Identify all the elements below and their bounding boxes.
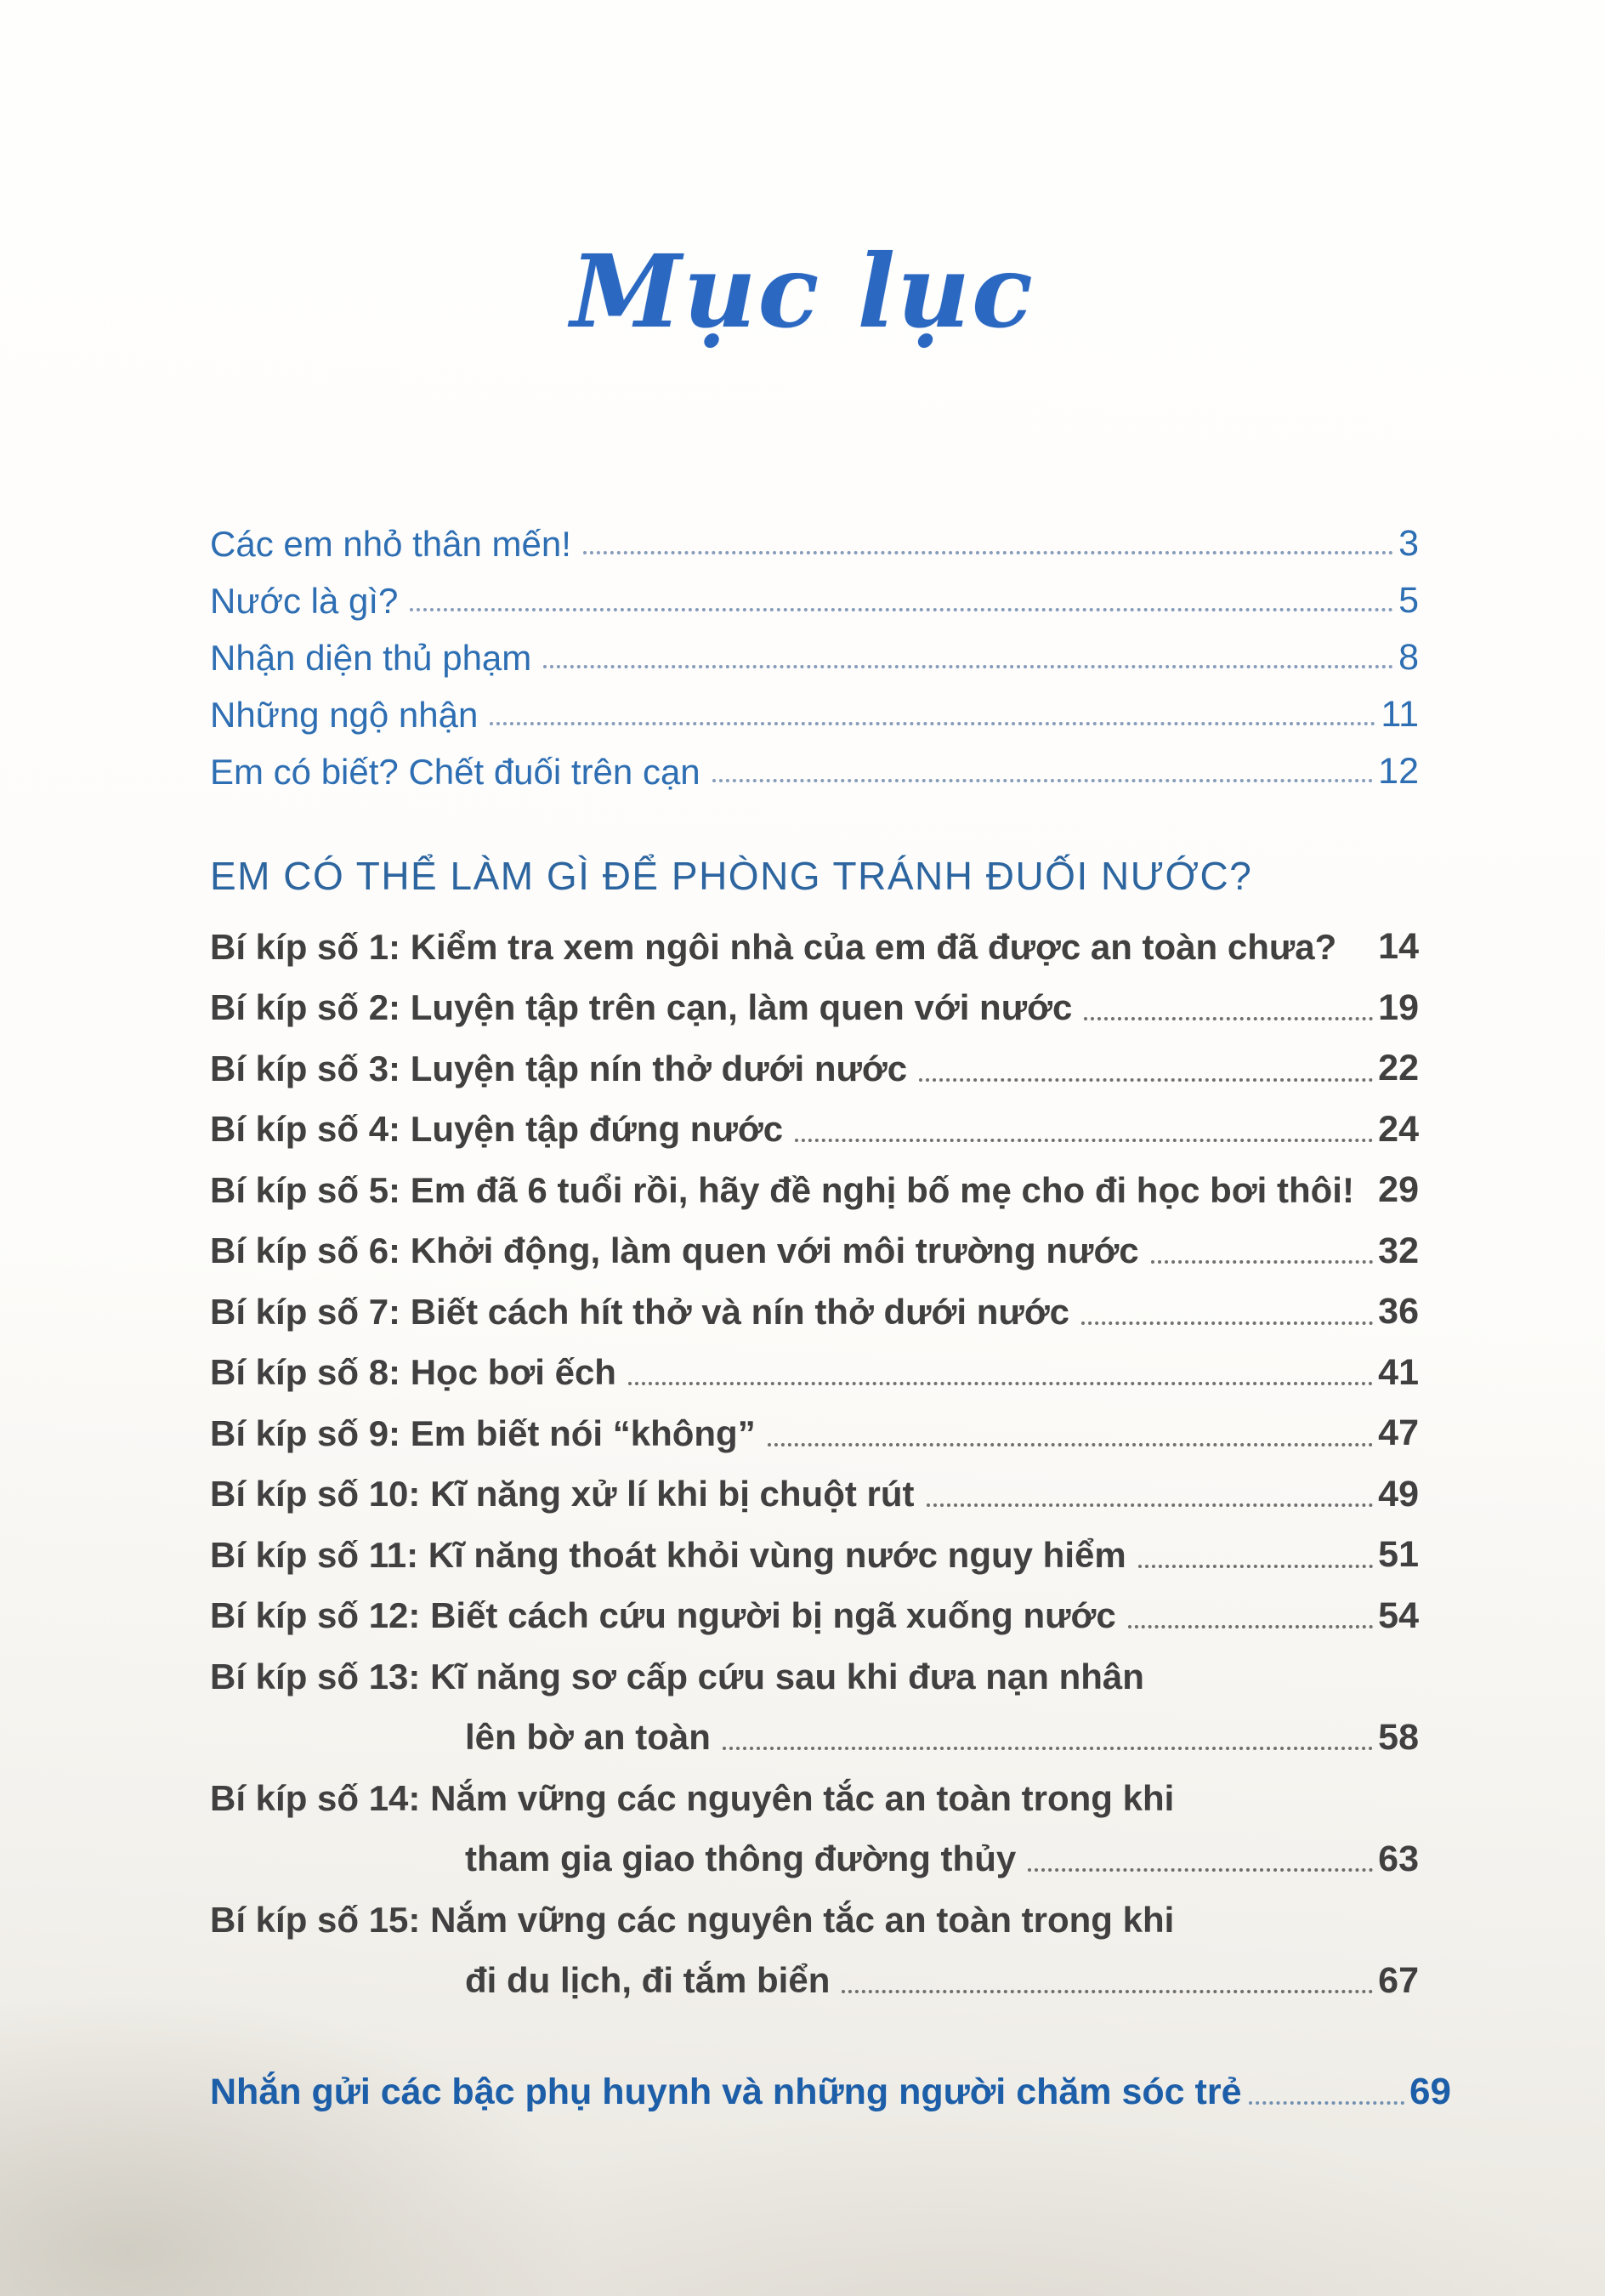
page-number: 29 — [1378, 1169, 1419, 1211]
toc-entry — [210, 1038, 1419, 1100]
toc-tips-list — [210, 917, 1419, 2011]
toc-entry-label: Bí kíp số 7: Biết cách hít thở và nín thở dưới nước — [210, 1291, 1070, 1332]
toc-entry — [210, 572, 1419, 629]
page-title-wrap — [0, 231, 1605, 352]
page-number: 58 — [1378, 1716, 1419, 1758]
page-number: 36 — [1378, 1291, 1419, 1333]
dot-leader — [1084, 1017, 1373, 1020]
toc-entry-label: Bí kíp số 4: Luyện tập đứng nước — [210, 1109, 784, 1150]
toc-entry — [210, 1890, 1419, 1951]
toc-entry — [210, 515, 1419, 572]
page-number: 12 — [1378, 751, 1419, 792]
dot-leader — [410, 608, 1393, 611]
toc-entry-label: lên bờ an toàn — [465, 1717, 711, 1758]
toc-entry-label: đi du lịch, đi tắm biển — [465, 1960, 831, 2001]
toc-entry-label: Bí kíp số 2: Luyện tập trên cạn, làm quen với nước — [210, 987, 1073, 1028]
toc-entry-label: Em có biết? Chết đuối trên cạn — [210, 751, 700, 792]
toc-front-list — [210, 515, 1419, 800]
toc-entry — [210, 1708, 1419, 1769]
toc-entry-label: Nhận diện thủ phạm — [210, 637, 532, 678]
toc-entry — [210, 978, 1419, 1039]
dot-leader — [1249, 2101, 1405, 2105]
toc-entry-label: Bí kíp số 3: Luyện tập nín thở dưới nước — [210, 1048, 908, 1088]
dot-leader — [1151, 1260, 1374, 1264]
toc-entry — [210, 1646, 1419, 1708]
toc-entry — [210, 1829, 1419, 1890]
page-number: 67 — [1378, 1959, 1419, 2001]
page-number: 19 — [1378, 986, 1419, 1028]
toc-entry — [210, 1464, 1419, 1526]
toc-entry-label: Bí kíp số 11: Kĩ năng thoát khỏi vùng nước nguy hiểm — [210, 1534, 1126, 1575]
toc-entry-label: Bí kíp số 5: Em đã 6 tuổi rồi, hãy đề nghị bố mẹ cho đi học bơi thôi! — [210, 1169, 1354, 1210]
toc-entry — [210, 1403, 1419, 1464]
dot-leader — [768, 1443, 1373, 1446]
toc-entry-label: Bí kíp số 10: Kĩ năng xử lí khi bị chuột rút — [210, 1474, 915, 1515]
toc-entry — [210, 1343, 1419, 1404]
page-number: 54 — [1378, 1594, 1419, 1636]
page-title: Mục lục — [570, 232, 1035, 350]
dot-leader — [723, 1747, 1373, 1750]
toc-entry — [210, 1282, 1419, 1343]
toc-entry — [210, 1525, 1419, 1586]
dot-leader — [927, 1503, 1374, 1507]
toc-entry-label: Các em nhỏ thân mến! — [210, 523, 571, 564]
dot-leader — [1081, 1321, 1373, 1325]
toc-entry-label: Những ngộ nhận — [210, 694, 479, 735]
toc-entry-label: Nước là gì? — [210, 580, 399, 621]
toc-entry — [210, 917, 1419, 978]
page-number: 5 — [1398, 580, 1419, 621]
page-number: 11 — [1381, 694, 1419, 735]
section-heading: EM CÓ THỂ LÀM GÌ ĐỂ PHÒNG TRÁNH ĐUỐI NƯỚC? — [210, 854, 1253, 898]
toc-entry — [210, 629, 1419, 686]
page-number: 51 — [1378, 1534, 1419, 1576]
toc-entry — [210, 1951, 1419, 2012]
toc-entry-label: Bí kíp số 8: Học bơi ếch — [210, 1352, 616, 1393]
page-number: 24 — [1378, 1108, 1419, 1150]
dot-leader — [1028, 1868, 1373, 1872]
toc-entry-label: Bí kíp số 14: Nắm vững các nguyên tắc an toàn trong khi — [210, 1777, 1175, 1818]
dot-leader — [1138, 1565, 1373, 1568]
dot-leader — [795, 1139, 1373, 1142]
toc-entry — [210, 743, 1419, 800]
page-number: 47 — [1378, 1412, 1419, 1454]
dot-leader — [1128, 1625, 1373, 1628]
page-number: 49 — [1378, 1473, 1419, 1515]
page-number: 8 — [1398, 637, 1419, 678]
page-number: 3 — [1398, 523, 1419, 564]
toc-entry-label: tham gia giao thông đường thủy — [465, 1839, 1017, 1879]
toc-entry-label: Bí kíp số 12: Biết cách cứu người bị ngã xuống nước — [210, 1595, 1116, 1636]
dot-leader — [712, 779, 1373, 782]
toc-entry — [210, 1221, 1419, 1282]
toc-entry-label: Bí kíp số 15: Nắm vững các nguyên tắc an toàn trong khi — [210, 1899, 1175, 1940]
dot-leader — [919, 1078, 1373, 1082]
dot-leader — [490, 722, 1375, 725]
toc-entry-label: Bí kíp số 9: Em biết nói “không” — [210, 1412, 756, 1453]
page-number: 22 — [1378, 1048, 1419, 1089]
toc-entry-label: Nhắn gửi các bậc phụ huynh và những người chăm sóc trẻ — [210, 2071, 1242, 2112]
toc-entry — [210, 1160, 1419, 1221]
toc-entry — [210, 1768, 1419, 1829]
page-number: 69 — [1409, 2071, 1451, 2112]
toc-entry — [210, 686, 1419, 743]
page-number: 14 — [1378, 926, 1419, 968]
toc-entry — [210, 1100, 1419, 1161]
page-number: 32 — [1378, 1230, 1419, 1271]
page-number: 41 — [1378, 1351, 1419, 1393]
dot-leader — [543, 665, 1393, 668]
dot-leader — [842, 1990, 1373, 1993]
toc-entry — [210, 2061, 1451, 2123]
toc-closing-list — [210, 2061, 1451, 2123]
dot-leader — [628, 1382, 1373, 1385]
toc-entry — [210, 1586, 1419, 1647]
toc-entry-label: Bí kíp số 1: Kiểm tra xem ngôi nhà của em đã được an toàn chưa? — [210, 926, 1337, 967]
page-number: 63 — [1378, 1838, 1419, 1879]
dot-leader — [583, 551, 1393, 554]
toc-entry-label: Bí kíp số 13: Kĩ năng sơ cấp cứu sau khi đưa nạn nhân — [210, 1656, 1144, 1696]
toc-entry-label: Bí kíp số 6: Khởi động, làm quen với môi trường nước — [210, 1230, 1139, 1271]
